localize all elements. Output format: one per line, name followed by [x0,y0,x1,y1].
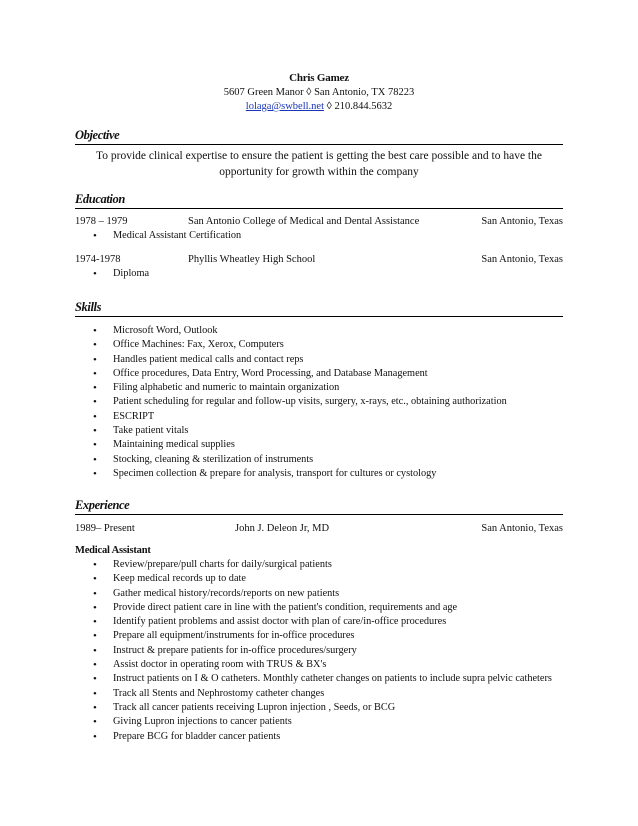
education-heading: Education [75,192,563,209]
education-entry [75,215,563,243]
experience-heading: Experience [75,498,563,515]
skill-item: • Filing alphabetic and numeric to maintain organization [75,381,563,395]
duty-item: • Prepare BCG for bladder cancer patients [75,730,563,744]
education-years: 1974-1978 [75,254,121,266]
skills-section [75,300,563,481]
phone-number: 210.844.5632 [334,101,393,112]
education-location: San Antonio, Texas [481,216,563,227]
duty-item: • Assist doctor in operating room with TRUS & BX's [75,658,563,672]
experience-years: 1989– Present [75,523,135,534]
skill-item: • Office Machines: Fax, Xerox, Computers [75,338,563,352]
duty-item: • Gather medical history/records/reports on new patients [75,587,563,601]
education-location: San Antonio, Texas [481,254,563,266]
duty-item: • Track all Stents and Nephrostomy catheter changes [75,687,563,701]
education-years: 1978 – 1979 [75,216,128,227]
education-entry [75,253,563,281]
duty-item: • Keep medical records up to date [75,572,563,586]
skill-item: • Microsoft Word, Outlook [75,324,563,338]
education-item: • Medical Assistant Certification [75,229,563,243]
skill-item: • Take patient vitals [75,424,563,438]
duty-item: • Instruct & prepare patients for in-office procedures/surgery [75,644,563,658]
objective-heading: Objective [75,128,563,145]
skills-heading: Skills [75,300,563,317]
experience-section [75,498,563,744]
resume-header [0,72,638,114]
experience-role: Medical Assistant [75,545,151,556]
experience-duties-list [75,558,563,744]
objective-text: To provide clinical expertise to ensure the patient is getting the best care possible and to have the opportunity for growth within the company [96,150,542,178]
duty-item: • Instruct patients on I & O catheters. Monthly catheter changes on patients to include supra pelvic catheters [75,672,563,686]
skill-item: • ESCRIPT [75,410,563,424]
education-section [75,192,563,282]
duty-item: • Review/prepare/pull charts for daily/surgical patients [75,558,563,572]
skill-item: • Handles patient medical calls and contact reps [75,353,563,367]
skill-item: • Office procedures, Data Entry, Word Processing, and Database Management [75,367,563,381]
skill-item: • Stocking, cleaning & sterilization of instruments [75,453,563,467]
email-link[interactable]: lolaga@swbell.net [245,101,324,112]
duty-item: • Identify patient problems and assist doctor with plan of care/in-office procedures [75,615,563,629]
skill-item: • Maintaining medical supplies [75,438,563,452]
experience-location: San Antonio, Texas [481,523,563,534]
duty-item: • Track all cancer patients receiving Lupron injection , Seeds, or BCG [75,701,563,715]
skills-list [75,324,563,481]
duty-item: • Giving Lupron injections to cancer patients [75,715,563,729]
education-item: • Diploma [75,267,563,281]
applicant-address: 5607 Green Manor ◊ San Antonio, TX 78223 [223,87,415,98]
duty-item: • Provide direct patient care in line with the patient's condition, requirements and age [75,601,563,615]
duty-item: • Prepare all equipment/instruments for in-office procedures [75,629,563,643]
education-school: Phyllis Wheatley High School [188,254,316,266]
contact-separator: ◊ [326,101,332,112]
skill-item: • Specimen collection & prepare for analysis, transport for cultures or cystology [75,467,563,481]
skill-item: • Patient scheduling for regular and follow-up visits, surgery, x-rays, etc., obtaining authorization [75,395,563,409]
objective-section [75,128,563,180]
experience-employer: John J. Deleon Jr, MD [235,523,330,534]
applicant-name: Chris Gamez [289,72,349,84]
education-school: San Antonio College of Medical and Dental Assistance [188,216,420,227]
experience-entry [75,522,563,536]
contact-line [0,100,638,114]
